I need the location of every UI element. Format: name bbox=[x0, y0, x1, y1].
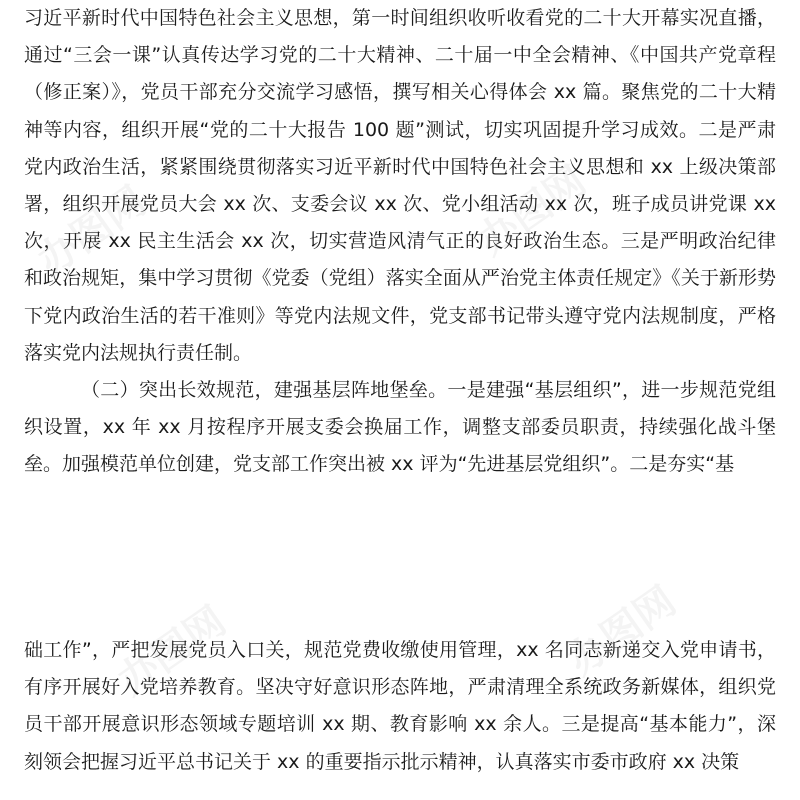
watermark: 办图网 bbox=[109, 598, 235, 705]
watermark: 办图网 bbox=[469, 158, 595, 265]
document-body-upper bbox=[24, 0, 776, 484]
page-break bbox=[0, 590, 800, 626]
document-body-lower bbox=[24, 632, 776, 781]
paragraph-section-2-continued: 础工作”，严把发展党员入口关，规范党费收缴使用管理，xx 名同志新递交入党申请书，有序开展好入党培养教育。坚决守好意识形态阵地，严肃清理全系统政务新媒体，组织党员干部开展意识形态领域专题培训 xx 期、教育影响 xx 余人。三是提高“基本能力”，深刻领会把握习近平总书记关于 xx 的重要指示批示精神，认真落实市委市政府 xx 决策 bbox=[24, 639, 776, 773]
paragraph-continued: 习近平新时代中国特色社会主义思想，第一时间组织收听收看党的二十大开幕实况直播，通过“三会一课”认真传达学习党的二十大精神、二十届一中全会精神、《中国共产党章程（修正案）》，党员干部充分交流学习感悟，撰写相关心得体会 xx 篇。聚焦党的二十大精神等内容，组织开展“党的二十大报告 100 题”测试，切实巩固提升学习成效。二是严肃党内政治生活，紧紧围绕贯彻落实习近平新时代中国特色社会主义思想和 xx 上级决策部署，组织开展党员大会 xx 次、支委会议 xx 次、党小组活动 xx 次，班子成员讲党课 xx 次，开展 xx 民主生活会 xx 次，切实营造风清气正的良好政治生态。三是严明政治纪律和政治规矩，集中学习贯彻《党委（党组）落实全面从严治党主体责任规定》《关于新形势下党内政治生活的若干准则》等党内法规文件，党支部书记带头遵守党内法规制度，严格落实党内法规执行责任制。 bbox=[24, 7, 776, 364]
watermark: 办图网 bbox=[559, 578, 685, 685]
watermark: 办图网 bbox=[29, 178, 155, 285]
paragraph-section-2: （二）突出长效规范，建强基层阵地堡垒。一是建强“基层组织”，进一步规范党组织设置，xx 年 xx 月按程序开展支委会换届工作，调整支部委员职责，持续强化战斗堡垒。加强模范单位创建，党支部工作突出被 xx 评为“先进基层党组织”。二是夯实“基 bbox=[24, 379, 776, 476]
